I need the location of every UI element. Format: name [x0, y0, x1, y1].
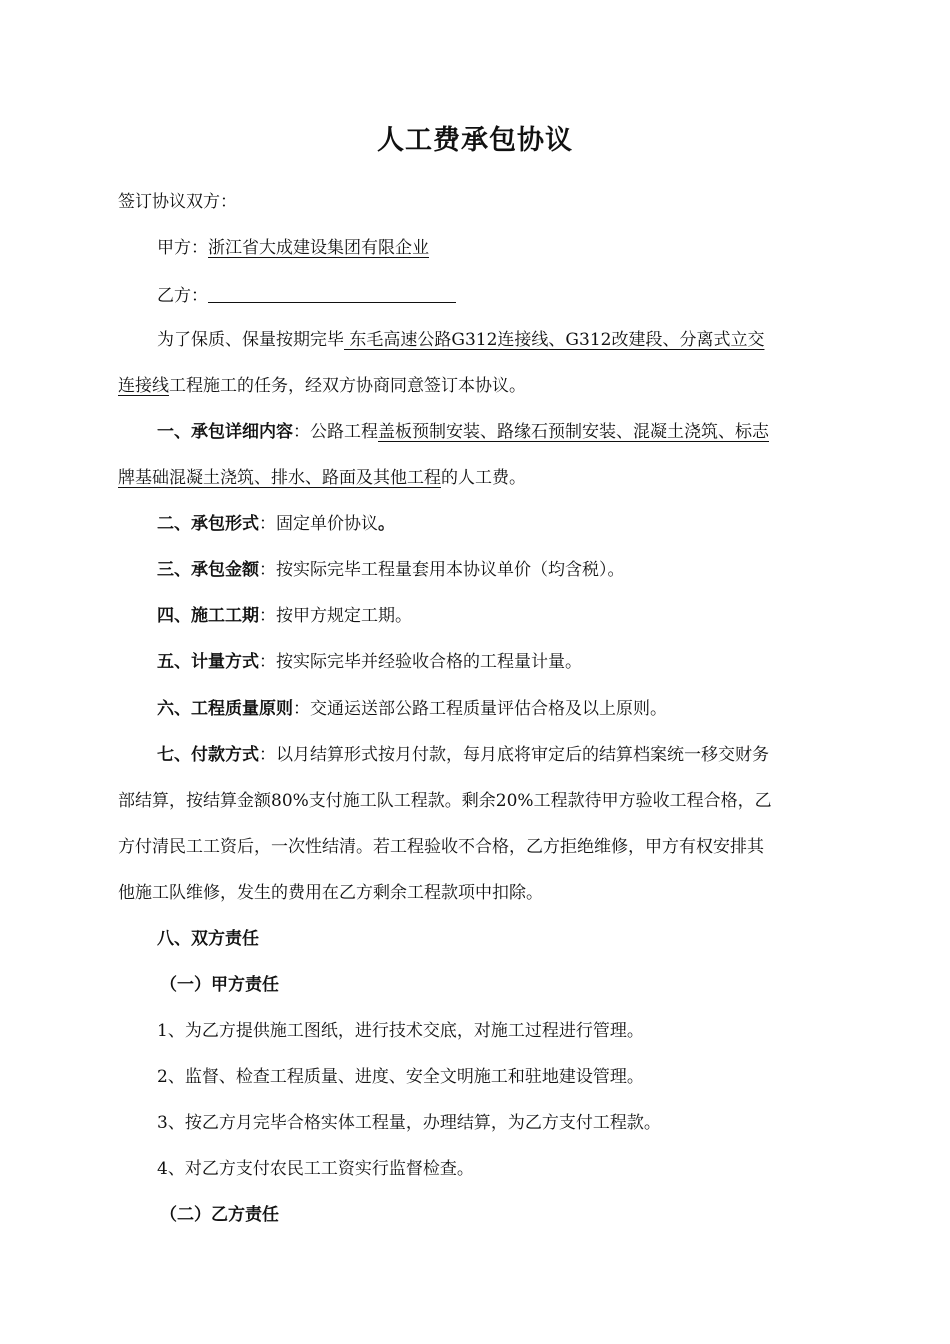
document-title: 人工费承包协议	[377, 125, 573, 156]
clause-7-text-1: ：以月结算形式按月付款，每月底将审定后的结算档案统一移交财务	[259, 745, 769, 765]
clause-1-content-1: 盖板预制安装、路缘石预制安装、混凝土浇筑、标志	[378, 422, 769, 442]
party-a-line	[157, 236, 429, 260]
clause-8-heading: 八、双方责任	[157, 929, 259, 949]
clause-1-pre: ：公路工程	[293, 422, 378, 442]
clause-1-line-2	[118, 466, 526, 490]
party-a-label: 甲方：	[157, 238, 208, 258]
clause-5-text: ：按实际完毕并经验收合格的工程量计量。	[259, 652, 582, 672]
party-a-duty-2: 2、监督、检查工程质量、进度、安全文明施工和驻地建设管理。	[157, 1067, 644, 1087]
project-name-part-2: 连接线	[118, 376, 169, 396]
clause-5-heading: 五、计量方式	[157, 652, 259, 672]
project-name-part-1: 东毛高速公路G312连接线、G312改建段、分离式立交	[344, 330, 765, 350]
clause-4-heading: 四、施工工期	[157, 606, 259, 626]
clause-5	[157, 650, 582, 674]
parties-intro: 签订协议双方：	[118, 192, 237, 212]
clause-6	[157, 697, 667, 721]
clause-7-line-2: 部结算，按结算金额80%支付施工队工程款。剩余20%工程款待甲方验收工程合格，乙	[118, 791, 772, 811]
clause-1-post: 的人工费。	[441, 468, 526, 488]
purpose-post: 工程施工的任务，经双方协商同意签订本协议。	[169, 376, 526, 396]
clause-2	[157, 512, 395, 536]
clause-3-heading: 三、承包金额	[157, 560, 259, 580]
clause-3-text: ：按实际完毕工程量套用本协议单价（均含税）。	[259, 560, 625, 580]
clause-1-heading: 一、承包详细内容	[157, 422, 293, 442]
party-a-duties-heading: （一）甲方责任	[160, 975, 279, 995]
purpose-line-2	[118, 374, 526, 398]
purpose-line-1	[157, 328, 764, 352]
clause-4	[157, 604, 412, 628]
clause-6-heading: 六、工程质量原则	[157, 699, 293, 719]
clause-7-line-4: 他施工队维修，发生的费用在乙方剩余工程款项中扣除。	[118, 883, 543, 903]
party-b-duties-heading: （二）乙方责任	[160, 1205, 279, 1225]
clause-2-heading: 二、承包形式	[157, 514, 259, 534]
party-b-blank	[208, 284, 456, 303]
party-b-label: 乙方：	[157, 286, 208, 306]
party-a-duty-3: 3、按乙方月完毕合格实体工程量，办理结算，为乙方支付工程款。	[157, 1113, 661, 1133]
clause-3	[157, 558, 625, 582]
clause-7-line-3: 方付清民工工资后，一次性结清。若工程验收不合格，乙方拒绝维修，甲方有权安排其	[118, 837, 764, 857]
party-b-line	[157, 284, 456, 308]
clause-2-text: ：固定单价协议	[259, 514, 378, 534]
clause-2-end: 。	[378, 514, 395, 534]
clause-4-text: ：按甲方规定工期。	[259, 606, 412, 626]
purpose-pre: 为了保质、保量按期完毕	[157, 330, 344, 350]
party-a-duty-1: 1、为乙方提供施工图纸，进行技术交底，对施工过程进行管理。	[157, 1021, 644, 1041]
clause-7-heading: 七、付款方式	[157, 745, 259, 765]
clause-1-line-1	[157, 420, 769, 444]
clause-6-text: ：交通运送部公路工程质量评估合格及以上原则。	[293, 699, 667, 719]
clause-7-line-1	[157, 743, 769, 767]
party-a-duty-4: 4、对乙方支付农民工工资实行监督检查。	[157, 1159, 474, 1179]
clause-1-content-2: 牌基础混凝土浇筑、排水、路面及其他工程	[118, 468, 441, 488]
party-a-name: 浙江省大成建设集团有限企业	[208, 238, 429, 258]
